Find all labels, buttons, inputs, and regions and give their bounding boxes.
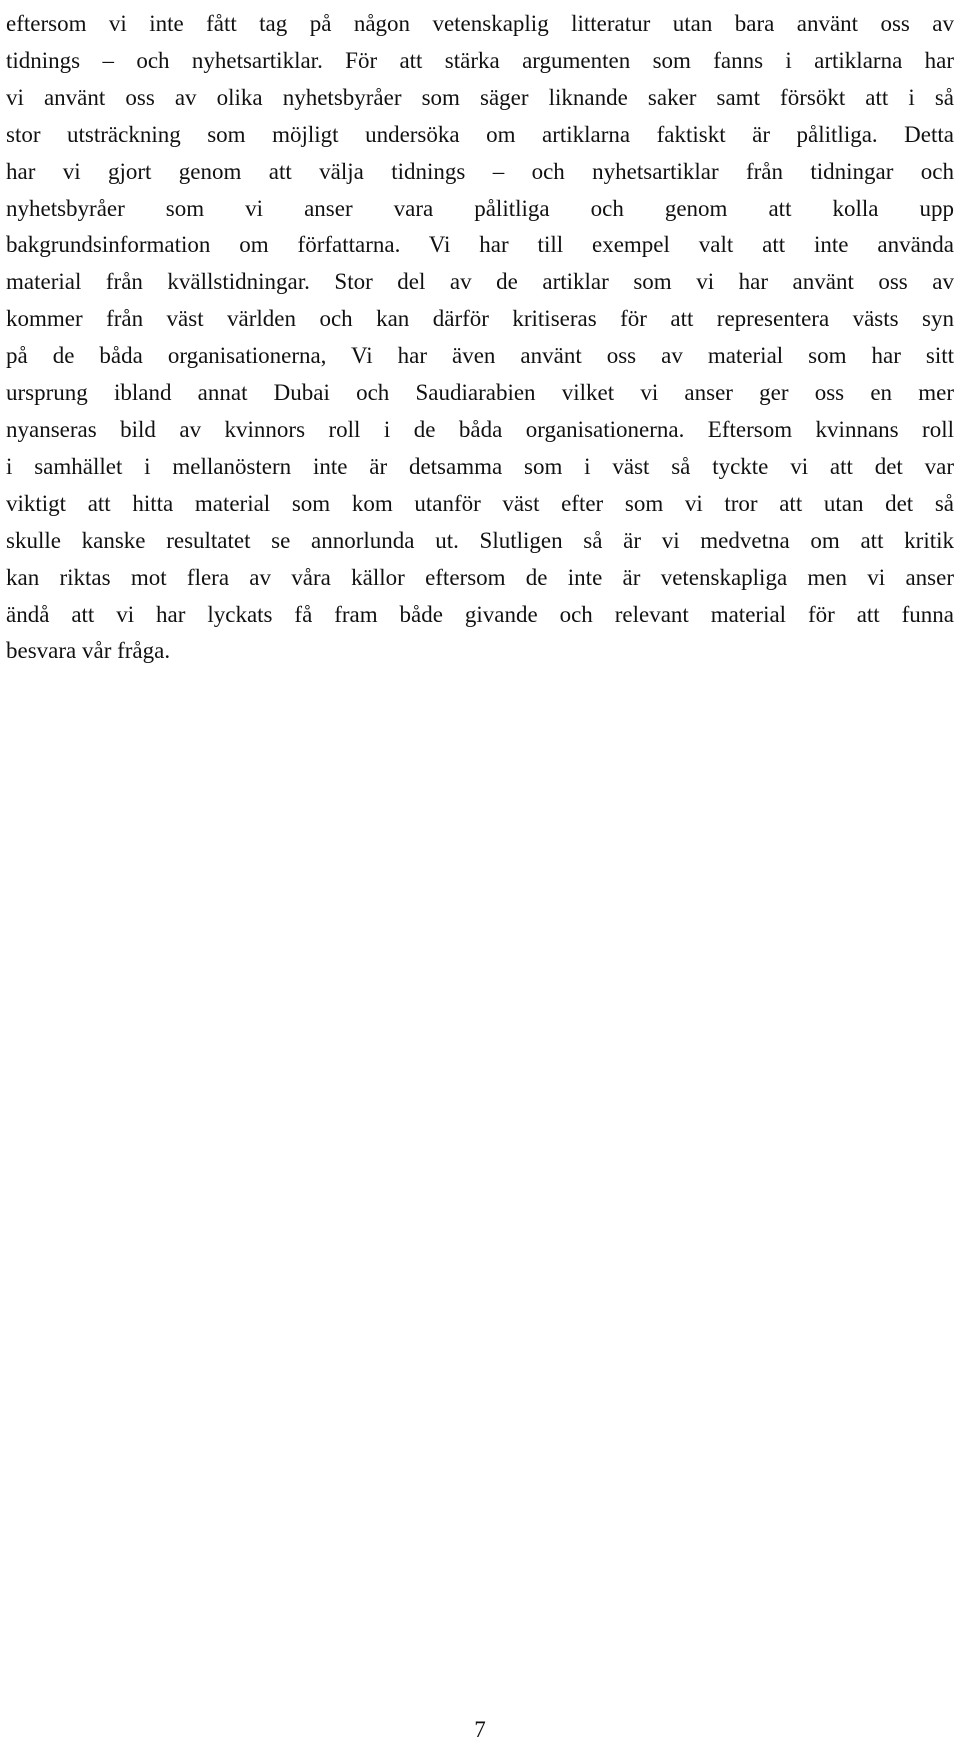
text-line: på de båda organisationerna, Vi har även använt oss av material som har sitt (6, 343, 954, 369)
body-paragraph (6, 6, 954, 670)
text-line: material från kvällstidningar. Stor del av de artiklar som vi har använt oss av (6, 269, 954, 295)
page-number: 7 (474, 1717, 486, 1742)
text-line: ändå att vi har lyckats få fram både givande och relevant material för att funna (6, 601, 954, 627)
text-line: kan riktas mot flera av våra källor eftersom de inte är vetenskapliga men vi anser (6, 564, 954, 590)
text-line: besvara vår fråga. (6, 638, 171, 664)
text-line: vi använt oss av olika nyhetsbyråer som säger liknande saker samt försökt att i så (6, 84, 954, 110)
text-line: bakgrundsinformation om författarna. Vi har till exempel valt att inte använda (6, 232, 954, 258)
text-line: kommer från väst världen och kan därför kritiseras för att representera västs syn (6, 306, 954, 332)
text-line: skulle kanske resultatet se annorlunda ut. Slutligen så är vi medvetna om att kritik (6, 527, 954, 553)
text-line: eftersom vi inte fått tag på någon vetenskaplig litteratur utan bara använt oss av (6, 11, 954, 36)
text-line: har vi gjort genom att välja tidnings – och nyhetsartiklar från tidningar och (6, 158, 954, 184)
text-line: viktigt att hitta material som kom utanför väst efter som vi tror att utan det så (6, 490, 954, 516)
text-line: nyanseras bild av kvinnors roll i de båda organisationerna. Eftersom kvinnans roll (6, 416, 954, 442)
text-line: stor utsträckning som möjligt undersöka om artiklarna faktiskt är pålitliga. Detta (6, 121, 954, 147)
text-line: ursprung ibland annat Dubai och Saudiarabien vilket vi anser ger oss en mer (6, 380, 954, 406)
text-line: nyhetsbyråer som vi anser vara pålitliga och genom att kolla upp (6, 195, 954, 221)
text-line: i samhället i mellanöstern inte är detsamma som i väst så tyckte vi att det var (6, 453, 954, 479)
text-line: tidnings – och nyhetsartiklar. För att stärka argumenten som fanns i artiklarna har (6, 47, 954, 73)
